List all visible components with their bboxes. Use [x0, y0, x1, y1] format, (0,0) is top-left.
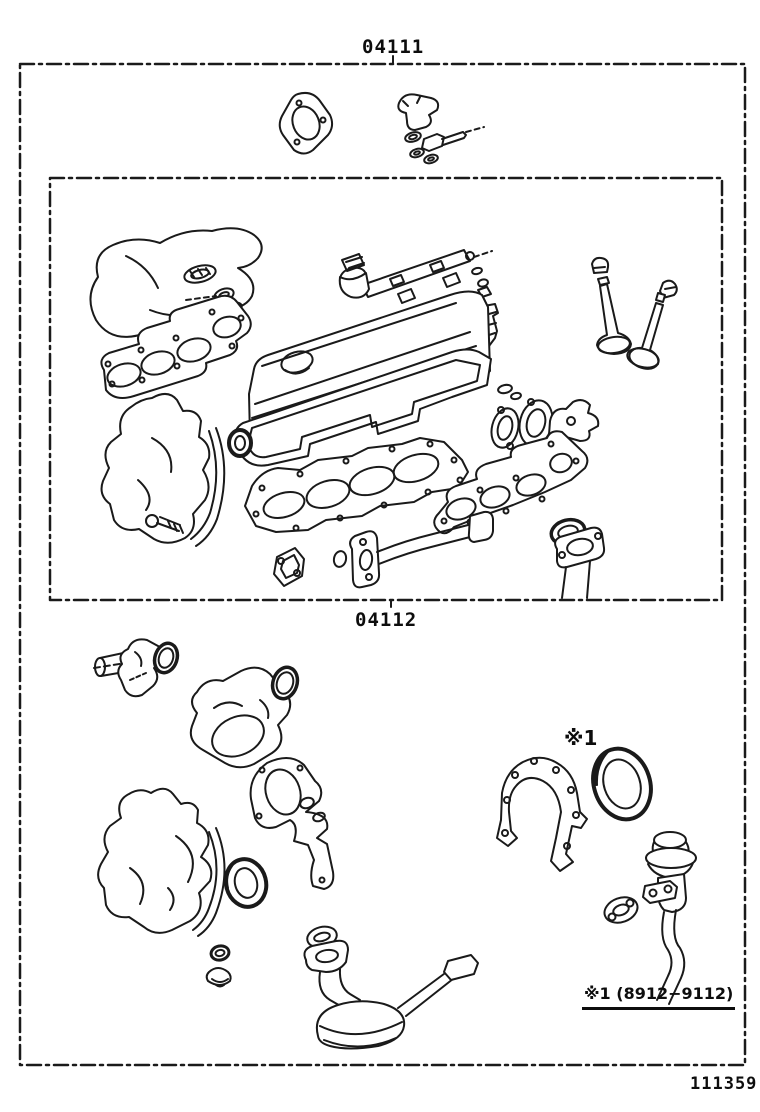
exhaust-pipe-flange: [555, 528, 604, 598]
water-bypass-pipe: [350, 512, 493, 587]
part-number-04111: 04111: [362, 36, 425, 58]
oil-strainer: [304, 924, 478, 1049]
reference-mark-note: ※1: [564, 726, 598, 750]
part-number-04112: 04112: [355, 609, 418, 631]
timing-belt-cover-lower: [98, 789, 224, 936]
small-washers: [497, 384, 521, 400]
check-valve-assembly: [398, 94, 484, 164]
rear-main-seal-retainer-gasket: [497, 758, 587, 871]
camshaft-oil-seal: [229, 430, 251, 456]
crankshaft-rear-oil-seal: [584, 741, 660, 827]
small-square-gasket: [274, 548, 304, 586]
small-o-ring: [332, 550, 347, 568]
throttle-body-gasket: [280, 93, 332, 154]
footnote-date-range: ※1 (8912−9112): [582, 984, 735, 1010]
engine-valves: [592, 258, 677, 371]
water-pump: [191, 664, 302, 767]
egr-valve: [643, 832, 696, 1004]
timing-belt-cover-upper: [102, 394, 225, 546]
figure-code: 111359: [690, 1074, 758, 1094]
crankshaft-front-oil-seal: [221, 855, 271, 911]
water-inlet-housing: [94, 639, 181, 696]
egr-valve-gasket: [601, 893, 641, 927]
small-plug-and-grommet: [207, 944, 231, 986]
